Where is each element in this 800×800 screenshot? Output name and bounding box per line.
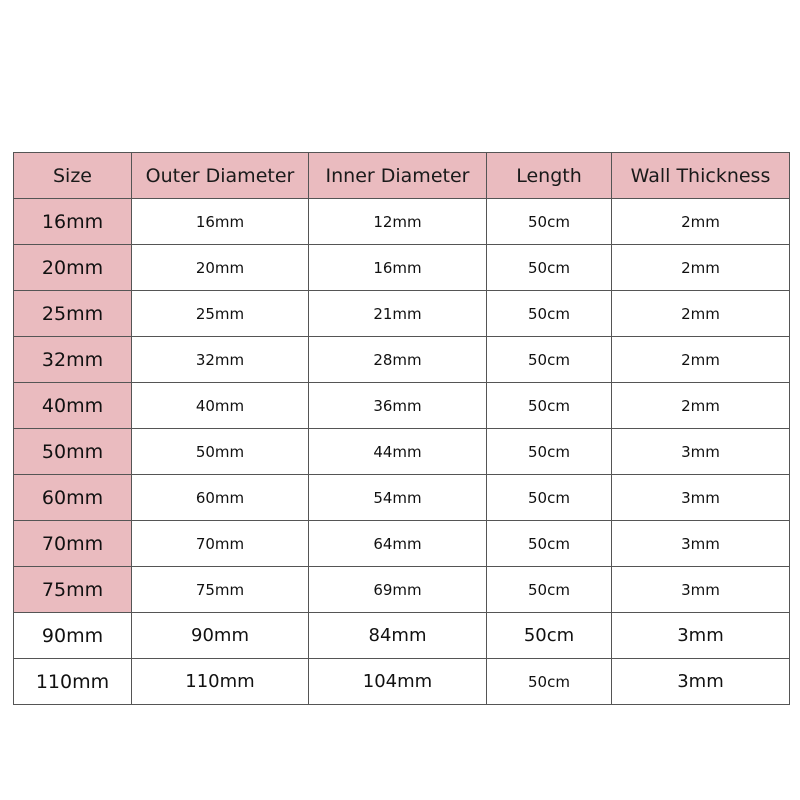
length-cell: 50cm xyxy=(487,567,612,613)
size-cell: 50mm xyxy=(14,429,132,475)
wall-thickness-cell: 3mm xyxy=(612,613,790,659)
size-spec-table xyxy=(13,152,790,705)
table-row xyxy=(14,567,790,613)
header-inner-diameter: Inner Diameter xyxy=(309,153,487,199)
table-row xyxy=(14,291,790,337)
wall-thickness-cell: 2mm xyxy=(612,383,790,429)
inner-diameter-cell: 54mm xyxy=(309,475,487,521)
length-cell: 50cm xyxy=(487,521,612,567)
table-row xyxy=(14,429,790,475)
table-row xyxy=(14,521,790,567)
size-cell: 110mm xyxy=(14,659,132,705)
length-cell: 50cm xyxy=(487,383,612,429)
table-row xyxy=(14,199,790,245)
length-cell: 50cm xyxy=(487,245,612,291)
length-cell: 50cm xyxy=(487,199,612,245)
length-cell: 50cm xyxy=(487,659,612,705)
inner-diameter-cell: 28mm xyxy=(309,337,487,383)
table-row xyxy=(14,337,790,383)
length-cell: 50cm xyxy=(487,291,612,337)
table-row xyxy=(14,659,790,705)
outer-diameter-cell: 16mm xyxy=(132,199,309,245)
outer-diameter-cell: 75mm xyxy=(132,567,309,613)
wall-thickness-cell: 3mm xyxy=(612,521,790,567)
outer-diameter-cell: 110mm xyxy=(132,659,309,705)
header-size: Size xyxy=(14,153,132,199)
outer-diameter-cell: 40mm xyxy=(132,383,309,429)
inner-diameter-cell: 84mm xyxy=(309,613,487,659)
inner-diameter-cell: 104mm xyxy=(309,659,487,705)
inner-diameter-cell: 12mm xyxy=(309,199,487,245)
wall-thickness-cell: 2mm xyxy=(612,337,790,383)
outer-diameter-cell: 20mm xyxy=(132,245,309,291)
wall-thickness-cell: 3mm xyxy=(612,567,790,613)
inner-diameter-cell: 16mm xyxy=(309,245,487,291)
outer-diameter-cell: 32mm xyxy=(132,337,309,383)
inner-diameter-cell: 44mm xyxy=(309,429,487,475)
size-cell: 16mm xyxy=(14,199,132,245)
wall-thickness-cell: 2mm xyxy=(612,245,790,291)
wall-thickness-cell: 2mm xyxy=(612,199,790,245)
table-header-row xyxy=(14,153,790,199)
outer-diameter-cell: 60mm xyxy=(132,475,309,521)
size-cell: 70mm xyxy=(14,521,132,567)
header-wall-thickness: Wall Thickness xyxy=(612,153,790,199)
header-outer-diameter: Outer Diameter xyxy=(132,153,309,199)
outer-diameter-cell: 70mm xyxy=(132,521,309,567)
size-cell: 60mm xyxy=(14,475,132,521)
table-row xyxy=(14,475,790,521)
length-cell: 50cm xyxy=(487,429,612,475)
size-cell: 40mm xyxy=(14,383,132,429)
inner-diameter-cell: 69mm xyxy=(309,567,487,613)
inner-diameter-cell: 21mm xyxy=(309,291,487,337)
inner-diameter-cell: 36mm xyxy=(309,383,487,429)
wall-thickness-cell: 3mm xyxy=(612,429,790,475)
table-row xyxy=(14,383,790,429)
length-cell: 50cm xyxy=(487,613,612,659)
outer-diameter-cell: 90mm xyxy=(132,613,309,659)
outer-diameter-cell: 25mm xyxy=(132,291,309,337)
wall-thickness-cell: 2mm xyxy=(612,291,790,337)
length-cell: 50cm xyxy=(487,475,612,521)
size-cell: 20mm xyxy=(14,245,132,291)
table-row xyxy=(14,613,790,659)
header-length: Length xyxy=(487,153,612,199)
size-cell: 90mm xyxy=(14,613,132,659)
size-cell: 75mm xyxy=(14,567,132,613)
wall-thickness-cell: 3mm xyxy=(612,475,790,521)
table-row xyxy=(14,245,790,291)
size-cell: 32mm xyxy=(14,337,132,383)
length-cell: 50cm xyxy=(487,337,612,383)
inner-diameter-cell: 64mm xyxy=(309,521,487,567)
size-cell: 25mm xyxy=(14,291,132,337)
wall-thickness-cell: 3mm xyxy=(612,659,790,705)
outer-diameter-cell: 50mm xyxy=(132,429,309,475)
